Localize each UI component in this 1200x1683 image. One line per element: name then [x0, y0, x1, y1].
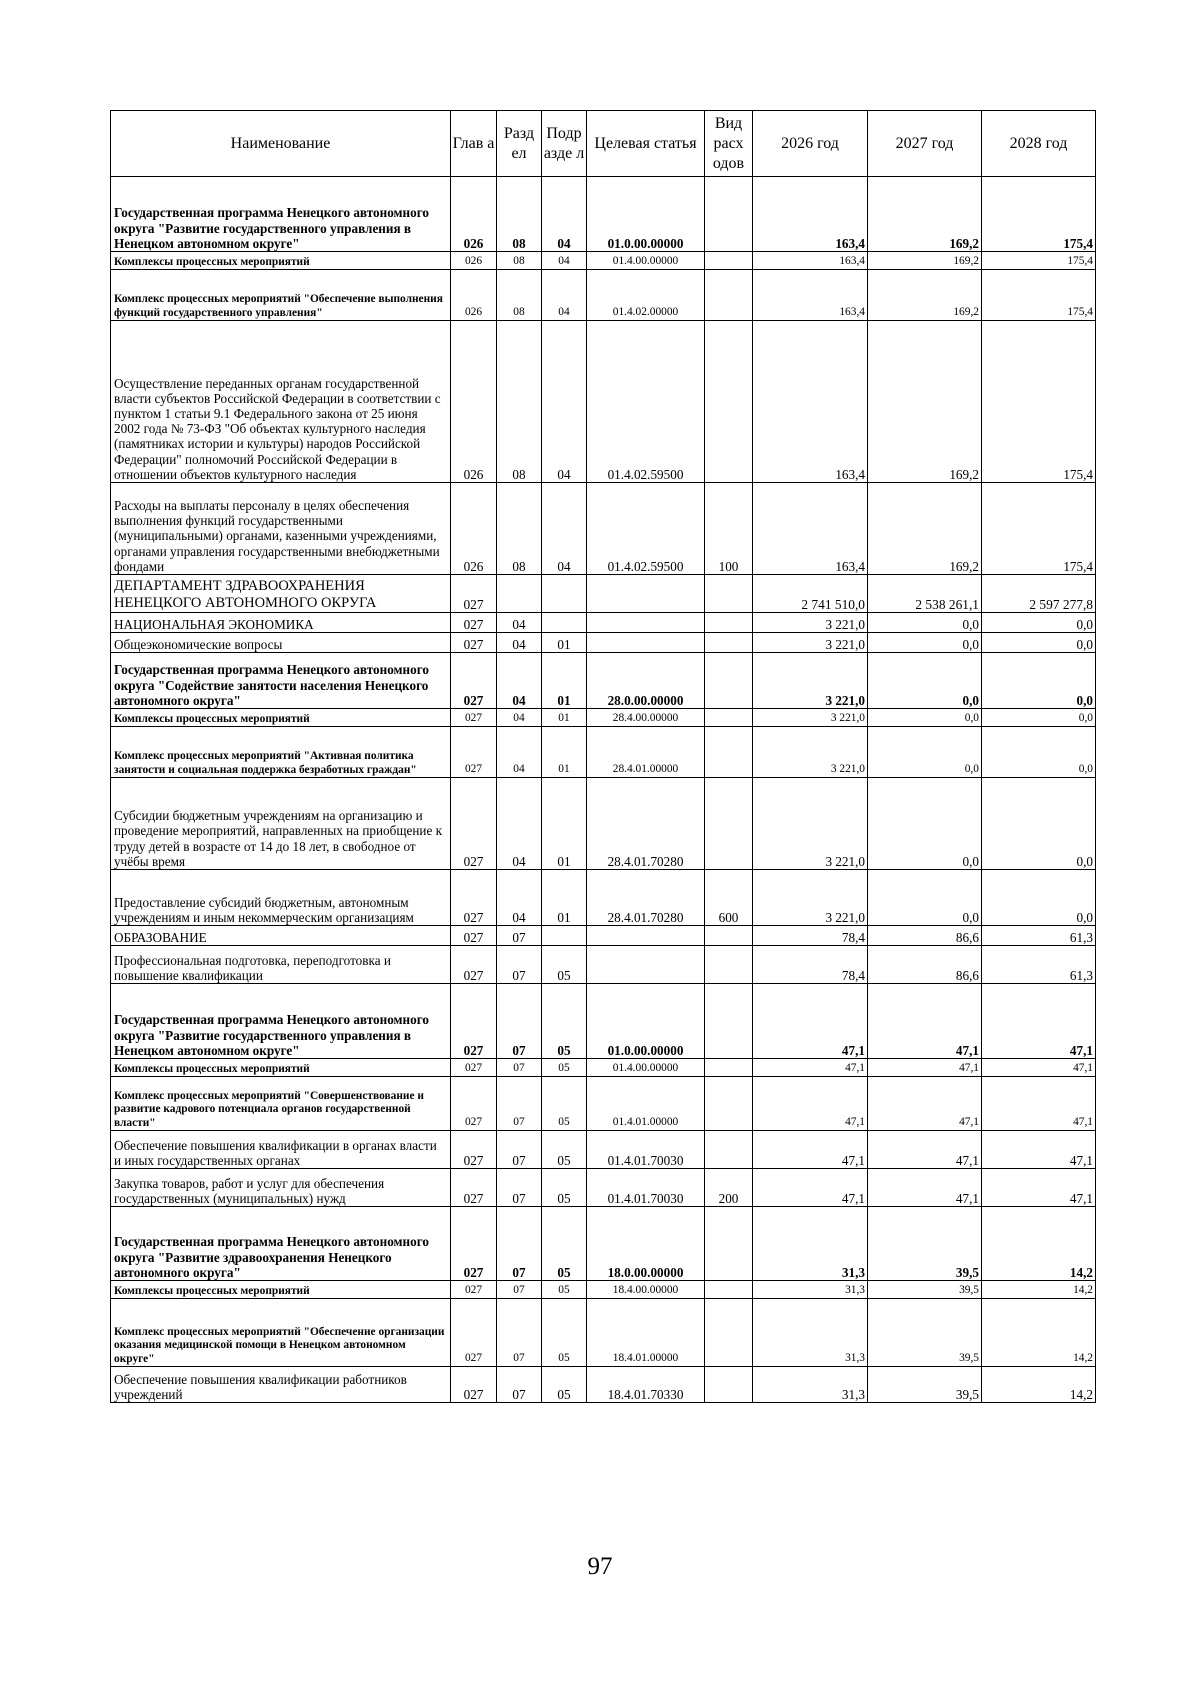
cell-type [705, 270, 753, 321]
cell-target: 01.0.00.00000 [587, 177, 705, 252]
cell-subsection: 05 [542, 1207, 587, 1281]
cell-chapter: 026 [451, 483, 497, 575]
cell-v2027: 86,6 [868, 946, 982, 984]
cell-v2027: 169,2 [868, 483, 982, 575]
cell-v2028: 14,2 [982, 1367, 1096, 1403]
table-row [111, 1169, 1096, 1207]
cell-section: 07 [497, 1299, 542, 1367]
cell-chapter: 027 [451, 575, 497, 613]
cell-name: Государственная программа Ненецкого автономного округа "Развитие государственного управления в Ненецком автономном округе" [111, 177, 451, 252]
cell-chapter: 027 [451, 1077, 497, 1131]
cell-target: 28.0.00.00000 [587, 653, 705, 709]
cell-v2028: 0,0 [982, 727, 1096, 778]
cell-v2026: 163,4 [753, 483, 868, 575]
cell-v2028: 0,0 [982, 613, 1096, 633]
cell-v2026: 47,1 [753, 1077, 868, 1131]
cell-section: 08 [497, 321, 542, 483]
cell-v2026: 163,4 [753, 252, 868, 270]
cell-section: 07 [497, 1281, 542, 1299]
cell-chapter: 026 [451, 177, 497, 252]
cell-name: Обеспечение повышения квалификации работников учреждений [111, 1367, 451, 1403]
budget-table [110, 110, 1096, 1403]
cell-target: 01.4.02.00000 [587, 270, 705, 321]
cell-section: 07 [497, 984, 542, 1059]
cell-chapter: 027 [451, 946, 497, 984]
table-row [111, 633, 1096, 653]
cell-v2026: 3 221,0 [753, 778, 868, 870]
table-row [111, 252, 1096, 270]
header-2027: 2027 год [868, 111, 982, 177]
cell-type [705, 1367, 753, 1403]
header-chapter: Глав а [451, 111, 497, 177]
cell-chapter: 027 [451, 778, 497, 870]
cell-subsection [542, 575, 587, 613]
cell-target [587, 926, 705, 946]
table-row [111, 1131, 1096, 1169]
table-row [111, 926, 1096, 946]
cell-subsection: 05 [542, 1131, 587, 1169]
table-row [111, 870, 1096, 926]
table-header-row [111, 111, 1096, 177]
cell-v2028: 47,1 [982, 1169, 1096, 1207]
cell-subsection: 01 [542, 778, 587, 870]
cell-section [497, 575, 542, 613]
table-row [111, 575, 1096, 613]
cell-v2028: 47,1 [982, 1131, 1096, 1169]
cell-subsection: 04 [542, 321, 587, 483]
cell-v2027: 169,2 [868, 321, 982, 483]
cell-name: Субсидии бюджетным учреждениям на организацию и проведение мероприятий, направленных на приобщение к труду детей в возрасте от 14 до 18 лет, в свободное от учёбы время [111, 778, 451, 870]
cell-subsection: 05 [542, 1299, 587, 1367]
cell-section: 08 [497, 177, 542, 252]
cell-type [705, 1207, 753, 1281]
cell-v2027: 0,0 [868, 709, 982, 727]
cell-v2026: 3 221,0 [753, 709, 868, 727]
cell-v2027: 0,0 [868, 613, 982, 633]
cell-v2028: 47,1 [982, 1077, 1096, 1131]
cell-section: 07 [497, 1169, 542, 1207]
cell-v2028: 175,4 [982, 321, 1096, 483]
header-name: Наименование [111, 111, 451, 177]
table-row [111, 1367, 1096, 1403]
cell-type: 600 [705, 870, 753, 926]
cell-type: 100 [705, 483, 753, 575]
cell-v2027: 2 538 261,1 [868, 575, 982, 613]
cell-subsection: 04 [542, 177, 587, 252]
cell-subsection: 05 [542, 1059, 587, 1077]
cell-section: 07 [497, 1131, 542, 1169]
cell-type [705, 1131, 753, 1169]
cell-chapter: 027 [451, 1207, 497, 1281]
cell-v2026: 31,3 [753, 1281, 868, 1299]
cell-target: 28.4.01.70280 [587, 778, 705, 870]
table-row [111, 270, 1096, 321]
cell-subsection: 05 [542, 1281, 587, 1299]
cell-section: 07 [497, 1077, 542, 1131]
cell-name: Общеэкономические вопросы [111, 633, 451, 653]
cell-type [705, 1299, 753, 1367]
cell-v2027: 39,5 [868, 1281, 982, 1299]
cell-section: 04 [497, 613, 542, 633]
cell-v2026: 163,4 [753, 321, 868, 483]
cell-subsection: 01 [542, 633, 587, 653]
cell-target: 01.4.01.70030 [587, 1169, 705, 1207]
cell-chapter: 027 [451, 613, 497, 633]
cell-subsection: 05 [542, 1169, 587, 1207]
table-row [111, 778, 1096, 870]
cell-target: 28.4.01.00000 [587, 727, 705, 778]
cell-name: Профессиональная подготовка, переподготовка и повышение квалификации [111, 946, 451, 984]
cell-target: 01.0.00.00000 [587, 984, 705, 1059]
table-row [111, 177, 1096, 252]
cell-v2026: 47,1 [753, 1131, 868, 1169]
cell-subsection: 01 [542, 653, 587, 709]
cell-name: Обеспечение повышения квалификации в органах власти и иных государственных органах [111, 1131, 451, 1169]
header-type: Вид расх одов [705, 111, 753, 177]
cell-chapter: 026 [451, 321, 497, 483]
cell-v2028: 175,4 [982, 483, 1096, 575]
cell-section: 04 [497, 870, 542, 926]
header-section: Разд ел [497, 111, 542, 177]
cell-v2027: 39,5 [868, 1367, 982, 1403]
cell-type [705, 778, 753, 870]
cell-target: 01.4.00.00000 [587, 252, 705, 270]
cell-name: Государственная программа Ненецкого автономного округа "Развитие здравоохранения Ненецкого автономного округа" [111, 1207, 451, 1281]
cell-name: Комплекс процессных мероприятий "Совершенствование и развитие кадрового потенциала органов государственной власти" [111, 1077, 451, 1131]
cell-subsection [542, 926, 587, 946]
table-row [111, 727, 1096, 778]
cell-v2027: 0,0 [868, 778, 982, 870]
cell-v2027: 86,6 [868, 926, 982, 946]
cell-v2026: 31,3 [753, 1207, 868, 1281]
cell-name: Комплекс процессных мероприятий "Обеспечение выполнения функций государственного управления" [111, 270, 451, 321]
cell-name: Комплекс процессных мероприятий "Активная политика занятости и социальная поддержка безработных граждан" [111, 727, 451, 778]
cell-v2028: 0,0 [982, 709, 1096, 727]
table-row [111, 1059, 1096, 1077]
cell-section: 07 [497, 1367, 542, 1403]
cell-v2027: 169,2 [868, 270, 982, 321]
cell-section: 04 [497, 778, 542, 870]
cell-chapter: 027 [451, 926, 497, 946]
cell-v2028: 175,4 [982, 252, 1096, 270]
cell-chapter: 027 [451, 1059, 497, 1077]
table-row [111, 709, 1096, 727]
cell-v2027: 169,2 [868, 177, 982, 252]
table-row [111, 1077, 1096, 1131]
table-row [111, 1299, 1096, 1367]
cell-section: 07 [497, 946, 542, 984]
cell-v2028: 175,4 [982, 270, 1096, 321]
cell-v2026: 3 221,0 [753, 633, 868, 653]
cell-v2027: 169,2 [868, 252, 982, 270]
cell-chapter: 027 [451, 1131, 497, 1169]
cell-chapter: 026 [451, 252, 497, 270]
cell-name: Комплексы процессных мероприятий [111, 709, 451, 727]
cell-v2026: 47,1 [753, 1169, 868, 1207]
cell-section: 08 [497, 270, 542, 321]
cell-target: 18.4.00.00000 [587, 1281, 705, 1299]
cell-type [705, 727, 753, 778]
cell-name: Комплексы процессных мероприятий [111, 1059, 451, 1077]
cell-v2026: 3 221,0 [753, 727, 868, 778]
cell-target: 01.4.02.59500 [587, 321, 705, 483]
cell-v2027: 47,1 [868, 1059, 982, 1077]
cell-target: 18.4.01.00000 [587, 1299, 705, 1367]
cell-name: Закупка товаров, работ и услуг для обеспечения государственных (муниципальных) нужд [111, 1169, 451, 1207]
cell-type [705, 1059, 753, 1077]
cell-section: 08 [497, 483, 542, 575]
cell-section: 07 [497, 1059, 542, 1077]
cell-name: НАЦИОНАЛЬНАЯ ЭКОНОМИКА [111, 613, 451, 633]
table-row [111, 653, 1096, 709]
cell-v2027: 47,1 [868, 1131, 982, 1169]
cell-v2027: 47,1 [868, 984, 982, 1059]
cell-v2028: 61,3 [982, 926, 1096, 946]
cell-v2026: 3 221,0 [753, 653, 868, 709]
cell-v2026: 47,1 [753, 984, 868, 1059]
cell-chapter: 027 [451, 633, 497, 653]
cell-chapter: 027 [451, 870, 497, 926]
cell-target [587, 575, 705, 613]
cell-type [705, 575, 753, 613]
cell-v2026: 78,4 [753, 926, 868, 946]
cell-subsection: 01 [542, 870, 587, 926]
cell-name: ДЕПАРТАМЕНТ ЗДРАВООХРАНЕНИЯ НЕНЕЦКОГО АВТОНОМНОГО ОКРУГА [111, 575, 451, 613]
cell-subsection: 05 [542, 946, 587, 984]
cell-chapter: 027 [451, 1281, 497, 1299]
cell-type: 200 [705, 1169, 753, 1207]
cell-section: 07 [497, 926, 542, 946]
cell-v2026: 31,3 [753, 1367, 868, 1403]
cell-chapter: 027 [451, 1367, 497, 1403]
cell-target: 01.4.00.00000 [587, 1059, 705, 1077]
cell-type [705, 984, 753, 1059]
cell-name: Государственная программа Ненецкого автономного округа "Развитие государственного управления в Ненецком автономном округе" [111, 984, 451, 1059]
cell-target: 28.4.01.70280 [587, 870, 705, 926]
cell-v2028: 175,4 [982, 177, 1096, 252]
cell-v2028: 0,0 [982, 653, 1096, 709]
cell-target: 28.4.00.00000 [587, 709, 705, 727]
cell-v2028: 0,0 [982, 870, 1096, 926]
cell-name: Комплексы процессных мероприятий [111, 252, 451, 270]
cell-v2027: 0,0 [868, 727, 982, 778]
cell-subsection: 04 [542, 270, 587, 321]
table-row [111, 1207, 1096, 1281]
cell-target: 01.4.01.00000 [587, 1077, 705, 1131]
header-2028: 2028 год [982, 111, 1096, 177]
cell-target [587, 633, 705, 653]
cell-name: ОБРАЗОВАНИЕ [111, 926, 451, 946]
cell-type [705, 1077, 753, 1131]
cell-chapter: 027 [451, 1169, 497, 1207]
cell-subsection: 01 [542, 727, 587, 778]
page-number: 97 [587, 1553, 613, 1580]
cell-v2028: 0,0 [982, 633, 1096, 653]
table-row [111, 613, 1096, 633]
cell-v2026: 163,4 [753, 177, 868, 252]
cell-v2027: 39,5 [868, 1299, 982, 1367]
cell-subsection: 05 [542, 984, 587, 1059]
cell-name: Осуществление переданных органам государственной власти субъектов Российской Федерации в соответствии с пунктом 1 статьи 9.1 Федерального закона от 25 июня 2002 года № 73-ФЗ "Об объектах культурного наследия (памятниках истории и культуры) народов Российской Федерации" полномочий Российской Федерации в отношении объектов культурного наследия [111, 321, 451, 483]
cell-v2027: 0,0 [868, 870, 982, 926]
cell-v2028: 47,1 [982, 1059, 1096, 1077]
cell-type [705, 321, 753, 483]
cell-target: 18.4.01.70330 [587, 1367, 705, 1403]
cell-v2027: 0,0 [868, 653, 982, 709]
cell-subsection: 05 [542, 1367, 587, 1403]
cell-target: 18.0.00.00000 [587, 1207, 705, 1281]
table-row [111, 483, 1096, 575]
cell-chapter: 027 [451, 984, 497, 1059]
table-row [111, 984, 1096, 1059]
cell-target [587, 946, 705, 984]
cell-v2026: 47,1 [753, 1059, 868, 1077]
cell-chapter: 027 [451, 1299, 497, 1367]
cell-type [705, 709, 753, 727]
table-row [111, 321, 1096, 483]
cell-section: 07 [497, 1207, 542, 1281]
cell-target: 01.4.01.70030 [587, 1131, 705, 1169]
cell-v2028: 2 597 277,8 [982, 575, 1096, 613]
cell-v2027: 47,1 [868, 1077, 982, 1131]
cell-section: 04 [497, 709, 542, 727]
cell-v2028: 61,3 [982, 946, 1096, 984]
cell-type [705, 946, 753, 984]
cell-chapter: 027 [451, 709, 497, 727]
cell-section: 04 [497, 727, 542, 778]
cell-v2028: 0,0 [982, 778, 1096, 870]
cell-subsection: 05 [542, 1077, 587, 1131]
cell-v2027: 47,1 [868, 1169, 982, 1207]
header-subsection: Подр азде л [542, 111, 587, 177]
cell-subsection: 04 [542, 483, 587, 575]
cell-chapter: 027 [451, 653, 497, 709]
cell-subsection: 01 [542, 709, 587, 727]
cell-type [705, 177, 753, 252]
cell-type [705, 653, 753, 709]
cell-name: Комплексы процессных мероприятий [111, 1281, 451, 1299]
cell-type [705, 252, 753, 270]
cell-type [705, 613, 753, 633]
cell-name: Комплекс процессных мероприятий "Обеспечение организации оказания медицинской помощи в Ненецком автономном округе" [111, 1299, 451, 1367]
cell-name: Расходы на выплаты персоналу в целях обеспечения выполнения функций государственными (муниципальными) органами, казенными учреждениями, органами управления государственными внебюджетными фондами [111, 483, 451, 575]
cell-type [705, 1281, 753, 1299]
cell-section: 08 [497, 252, 542, 270]
cell-v2028: 14,2 [982, 1299, 1096, 1367]
cell-section: 04 [497, 653, 542, 709]
cell-subsection: 04 [542, 252, 587, 270]
header-target: Целевая статья [587, 111, 705, 177]
cell-v2026: 3 221,0 [753, 870, 868, 926]
cell-type [705, 926, 753, 946]
cell-subsection [542, 613, 587, 633]
cell-section: 04 [497, 633, 542, 653]
cell-target: 01.4.02.59500 [587, 483, 705, 575]
cell-name: Предоставление субсидий бюджетным, автономным учреждениям и иным некоммерческим организациям [111, 870, 451, 926]
cell-name: Государственная программа Ненецкого автономного округа "Содействие занятости населения Ненецкого автономного округа" [111, 653, 451, 709]
cell-v2028: 14,2 [982, 1207, 1096, 1281]
cell-v2028: 14,2 [982, 1281, 1096, 1299]
cell-v2026: 78,4 [753, 946, 868, 984]
cell-chapter: 027 [451, 727, 497, 778]
cell-target [587, 613, 705, 633]
cell-v2026: 3 221,0 [753, 613, 868, 633]
table-row [111, 1281, 1096, 1299]
table-row [111, 946, 1096, 984]
cell-type [705, 633, 753, 653]
cell-v2026: 163,4 [753, 270, 868, 321]
cell-v2027: 39,5 [868, 1207, 982, 1281]
header-2026: 2026 год [753, 111, 868, 177]
cell-chapter: 026 [451, 270, 497, 321]
cell-v2026: 31,3 [753, 1299, 868, 1367]
cell-v2027: 0,0 [868, 633, 982, 653]
cell-v2028: 47,1 [982, 984, 1096, 1059]
cell-v2026: 2 741 510,0 [753, 575, 868, 613]
